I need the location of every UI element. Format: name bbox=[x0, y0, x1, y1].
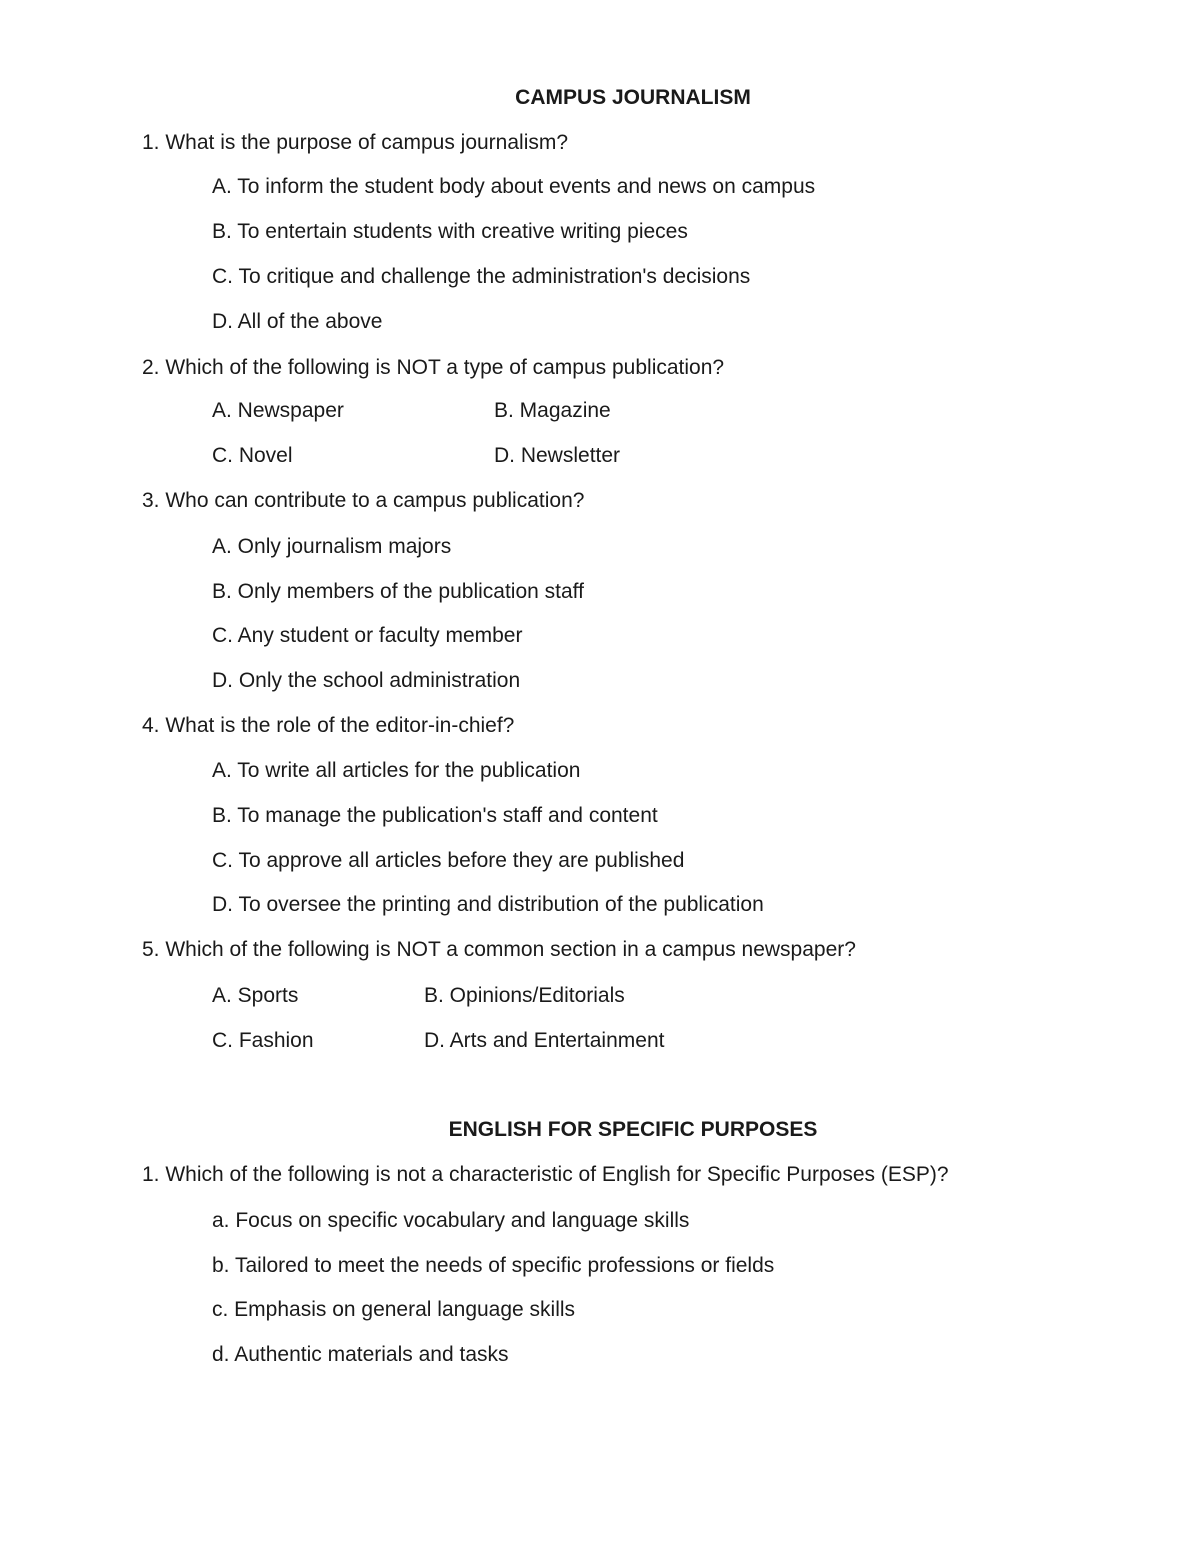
question-2-text: 2. Which of the following is NOT a type of campus publication? bbox=[142, 356, 725, 379]
question-1-option-a: A. To inform the student body about events and news on campus bbox=[212, 175, 816, 198]
question-5-option-a: A. Sports bbox=[212, 984, 299, 1007]
section-title-esp: ENGLISH FOR SPECIFIC PURPOSES bbox=[448, 1118, 818, 1141]
esp-question-1-option-a: a. Focus on specific vocabulary and language skills bbox=[212, 1209, 690, 1232]
question-1-option-c: C. To critique and challenge the administration's decisions bbox=[212, 265, 751, 288]
question-2-option-d: D. Newsletter bbox=[494, 444, 621, 467]
section-title-campus-journalism: CAMPUS JOURNALISM bbox=[515, 86, 751, 109]
question-4-option-d: D. To oversee the printing and distribution of the publication bbox=[212, 893, 764, 916]
question-5-option-d: D. Arts and Entertainment bbox=[424, 1029, 665, 1052]
question-1-option-b: B. To entertain students with creative writing pieces bbox=[212, 220, 688, 243]
question-4-text: 4. What is the role of the editor-in-chief? bbox=[142, 714, 515, 737]
question-1-text: 1. What is the purpose of campus journalism? bbox=[142, 131, 569, 154]
esp-question-1-text: 1. Which of the following is not a characteristic of English for Specific Purposes (ESP)? bbox=[142, 1163, 949, 1186]
question-1-option-d: D. All of the above bbox=[212, 310, 383, 333]
question-5-option-c: C. Fashion bbox=[212, 1029, 314, 1052]
question-5-text: 5. Which of the following is NOT a common section in a campus newspaper? bbox=[142, 938, 856, 961]
esp-question-1-option-c: c. Emphasis on general language skills bbox=[212, 1298, 576, 1321]
question-3-option-d: D. Only the school administration bbox=[212, 669, 521, 692]
question-2-option-a: A. Newspaper bbox=[212, 399, 344, 422]
question-5-option-b: B. Opinions/Editorials bbox=[424, 984, 625, 1007]
question-4-option-b: B. To manage the publication's staff and content bbox=[212, 804, 658, 827]
esp-question-1-option-b: b. Tailored to meet the needs of specific professions or fields bbox=[212, 1254, 775, 1277]
question-4-option-c: C. To approve all articles before they are published bbox=[212, 849, 685, 872]
question-4-option-a: A. To write all articles for the publication bbox=[212, 759, 581, 782]
question-3-option-c: C. Any student or faculty member bbox=[212, 624, 523, 647]
question-3-option-b: B. Only members of the publication staff bbox=[212, 580, 584, 603]
question-2-option-b: B. Magazine bbox=[494, 399, 611, 422]
question-2-option-c: C. Novel bbox=[212, 444, 293, 467]
question-3-option-a: A. Only journalism majors bbox=[212, 535, 452, 558]
esp-question-1-option-d: d. Authentic materials and tasks bbox=[212, 1343, 509, 1366]
question-3-text: 3. Who can contribute to a campus publication? bbox=[142, 489, 585, 512]
